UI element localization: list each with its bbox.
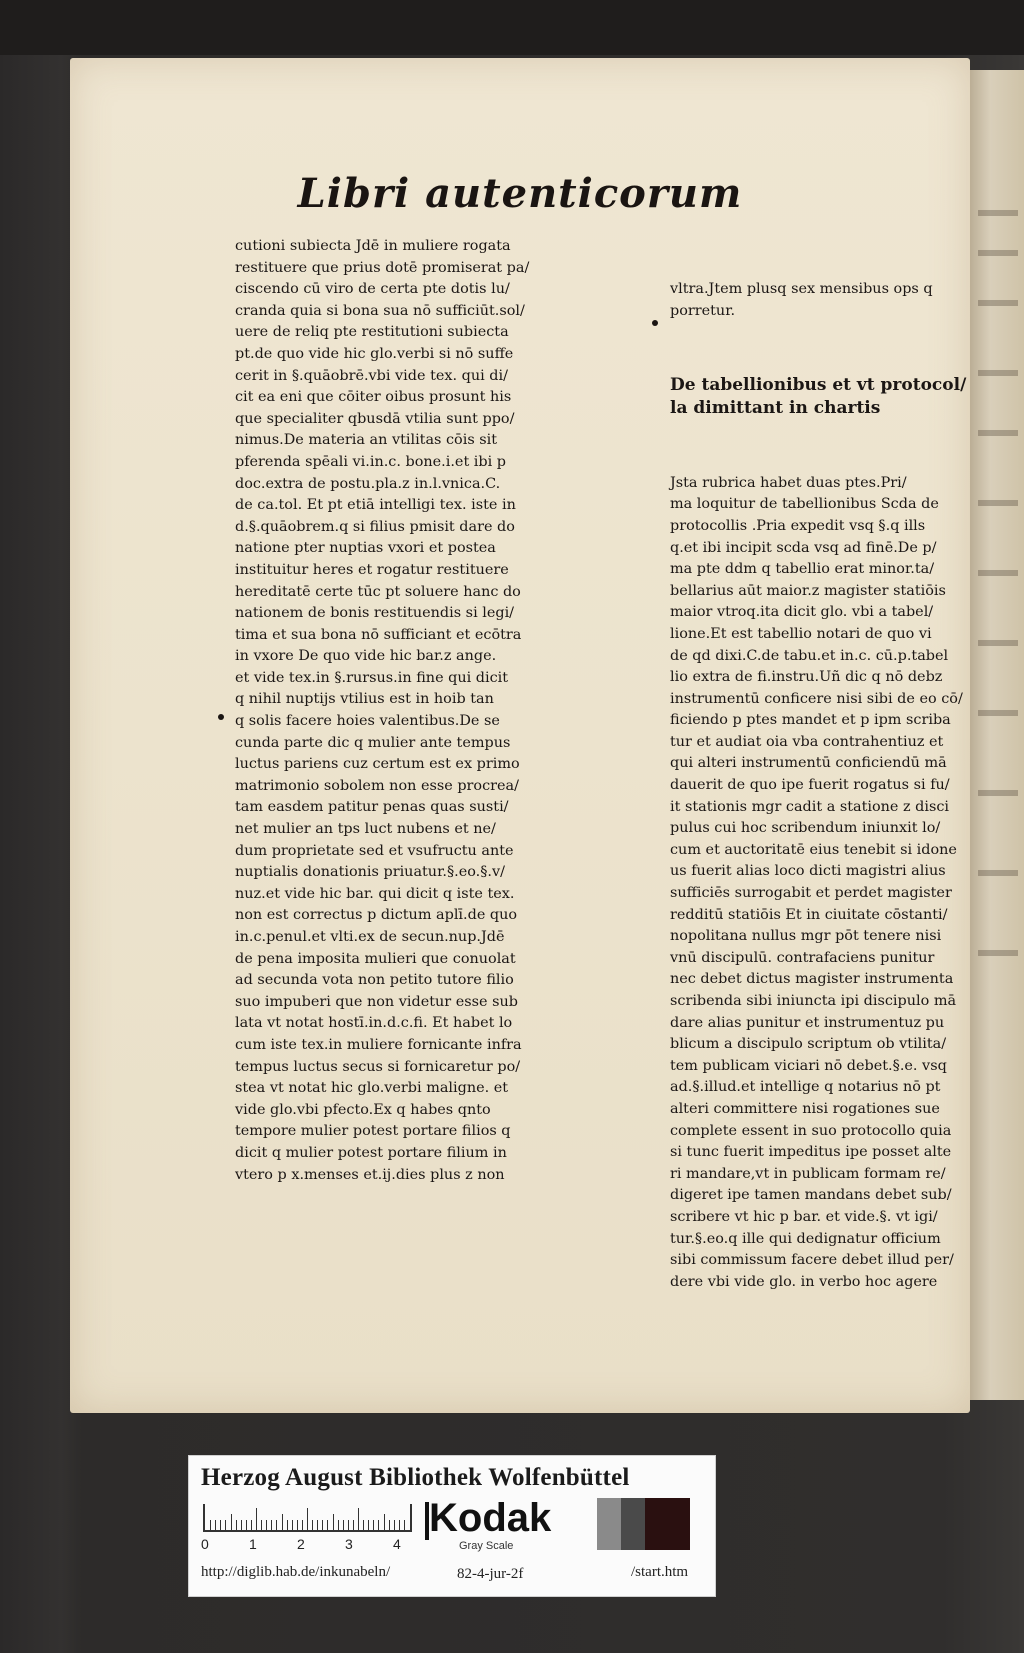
calibration-card <box>188 1455 716 1597</box>
ruler-tick <box>297 1520 298 1530</box>
text-line: nec debet dictus magister instrumenta <box>670 971 954 988</box>
ruler-tick <box>236 1520 237 1530</box>
text-line: us fuerit alias loco dicti magistri alius <box>670 863 946 880</box>
text-line: blicum a discipulo scriptum ob vtilita/ <box>670 1036 947 1053</box>
ruler-tick <box>282 1514 283 1530</box>
text-line: dicit q mulier potest portare filium in <box>235 1144 507 1161</box>
text-line: porretur. <box>670 302 736 319</box>
ruler-tick <box>225 1520 226 1530</box>
text-line: in.c.penul.et vlti.ex de secun.nup.Jdē <box>235 929 505 945</box>
text-line: tem publicam viciari nō debet.§.e. vsq <box>670 1057 947 1074</box>
text-line: suo impuberi que non videtur esse sub <box>235 993 518 1010</box>
text-line: instituitur heres et rogatur restituere <box>235 561 509 578</box>
text-line: cum iste tex.in muliere fornicante infra <box>235 1036 522 1053</box>
ruler-tick <box>261 1520 262 1530</box>
ruler-tick <box>338 1520 339 1530</box>
text-line: vtero p x.menses et.ij.dies plus z non <box>235 1166 505 1183</box>
text-line: qui alteri instrumentū conficiendū mā <box>670 755 947 772</box>
text-line: alteri committere nisi rogationes sue <box>670 1100 940 1117</box>
url-suffix: /start.htm <box>631 1564 689 1580</box>
text-line: cit ea eni que cōiter oibus prosunt his <box>235 389 512 406</box>
text-line: de ca.tol. Et pt etiā intelligi tex. iste in <box>235 497 516 514</box>
text-line: cutioni subiecta Jdē in muliere rogata <box>235 238 511 254</box>
ruler-tick <box>394 1520 395 1530</box>
ruler-tick <box>333 1514 334 1530</box>
text-line: de pena imposita mulieri que conuolat <box>235 950 516 967</box>
text-line: nuptialis donationis priuatur.§.eo.§.v/ <box>235 864 505 881</box>
text-line: et vide tex.in §.rursus.in fine qui dicit <box>235 669 509 686</box>
text-line: doc.extra de postu.pla.z in.l.vnica.C. <box>235 475 501 492</box>
text-line: stea vt notat hic glo.verbi maligne. et <box>235 1080 509 1097</box>
text-line: vltra.Jtem plusq sex mensibus ops q <box>670 281 933 298</box>
text-line: ma loquitur de tabellionibus Scda de <box>670 496 939 513</box>
text-line: restituere que prius dotē promiserat pa/ <box>235 259 530 276</box>
section-heading <box>670 374 1015 420</box>
ruler-tick <box>343 1520 344 1530</box>
text-line: tur.§.eo.q ille qui dedignatur officium <box>670 1230 941 1247</box>
ruler-label: 1 <box>249 1536 257 1552</box>
gray-scale-label: Gray Scale <box>459 1540 514 1552</box>
text-line: scribenda sibi iniuncta ipi discipulo mā <box>670 993 957 1009</box>
ruler-tick <box>215 1520 216 1530</box>
ruler-tick <box>210 1520 211 1530</box>
text-line: ma pte ddm q tabellio erat minor.ta/ <box>670 561 935 578</box>
text-line: complete essent in suo protocollo quia <box>670 1122 952 1139</box>
ruler-tick <box>312 1520 313 1530</box>
running-head: Libri autenticorum <box>297 170 743 217</box>
ruler-tick <box>246 1520 247 1530</box>
ruler-tick <box>399 1520 400 1530</box>
ruler-tick <box>404 1520 405 1530</box>
text-line: lione.Et est tabellio notari de quo vi <box>670 625 932 642</box>
text-line: bellarius aūt maior.z magister statiōis <box>670 582 946 599</box>
text-line: pt.de quo vide hic glo.verbi si nō suffe <box>235 345 514 362</box>
text-line: cunda parte dic q mulier ante tempus <box>235 734 511 751</box>
gray-swatch-light <box>597 1498 621 1550</box>
text-line: ad secunda vota non petito tutore filio <box>235 972 514 989</box>
text-line: luctus pariens cuz certum est ex primo <box>235 756 520 773</box>
text-line: De tabellionibus et vt protocol/ <box>670 374 967 395</box>
ruler-tick <box>292 1520 293 1530</box>
text-line: tima et sua bona nō sufficiant et ecōtra <box>235 626 522 643</box>
text-line: si tunc fuerit impeditus ipe posset alte <box>670 1144 952 1161</box>
library-name: Herzog August Bibliothek Wolfenbüttel <box>201 1464 630 1491</box>
margin-mark <box>652 320 658 326</box>
text-line: vide glo.vbi pfecto.Ex q habes qnto <box>235 1101 491 1118</box>
ruler-tick <box>363 1520 364 1530</box>
text-line: Jsta rubrica habet duas ptes.Pri/ <box>670 474 907 491</box>
text-line: cerit in §.quāobrē.vbi vide tex. qui di/ <box>235 367 508 384</box>
text-line: de qd dixi.C.de tabu.et in.c. cū.p.tabel <box>670 647 949 664</box>
url-prefix: http://diglib.hab.de/inkunabeln/ <box>201 1564 391 1580</box>
ruler-tick <box>231 1514 232 1530</box>
kodak-logo: Kodak <box>429 1496 552 1540</box>
ruler-tick <box>241 1520 242 1530</box>
text-line: q solis facere hoies valentibus.De se <box>235 713 500 730</box>
ruler-tick <box>368 1520 369 1530</box>
text-line: dare alias punitur et instrumentuz pu <box>670 1014 945 1031</box>
ruler-tick <box>327 1520 328 1530</box>
ruler-tick <box>307 1508 308 1530</box>
text-line: pulus cui hoc scribendum iniunxit lo/ <box>670 820 941 837</box>
ruler-tick <box>220 1520 221 1530</box>
ruler-label: 4 <box>393 1536 401 1552</box>
ruler-tick <box>384 1514 385 1530</box>
margin-mark <box>218 714 224 720</box>
text-line: maior vtroq.ita dicit glo. vbi a tabel/ <box>670 604 934 621</box>
text-line: ficiendo p ptes mandet et p ipm scriba <box>670 712 951 729</box>
shelfmark: 82-4-jur-2f <box>457 1566 524 1582</box>
text-line: nationem de bonis restituendis si legi/ <box>235 605 515 622</box>
text-line: tempus luctus secus si fornicaretur po/ <box>235 1058 521 1075</box>
text-line: ri mandare,vt in publicam formam re/ <box>670 1165 946 1182</box>
ruler <box>203 1504 412 1532</box>
color-swatch-dark <box>645 1498 690 1550</box>
ruler-tick <box>378 1520 379 1530</box>
right-column <box>670 236 1015 1337</box>
text-line: la dimittant in chartis <box>670 397 881 418</box>
ruler-label: 2 <box>297 1536 305 1552</box>
ruler-tick <box>271 1520 272 1530</box>
text-line: nimus.De materia an vtilitas cōis sit <box>235 432 498 449</box>
text-line: pferenda spēali vi.in.c. bone.i.et ibi p <box>235 453 507 470</box>
right-column-body <box>670 473 1015 1294</box>
text-line: it stationis mgr cadit a statione z disci <box>670 798 950 815</box>
text-line: nuz.et vide hic bar. qui dicit q iste tex. <box>235 885 515 902</box>
text-line: q.et ibi incipit scda vsq ad finē.De p/ <box>670 539 937 556</box>
text-line: dere vbi vide glo. in verbo hoc agere <box>670 1273 938 1290</box>
text-line: cranda quia si bona sua nō sufficiūt.sol/ <box>235 302 525 319</box>
text-line: uere de reliq pte restitutioni subiecta <box>235 324 509 341</box>
ruler-label: 0 <box>201 1536 209 1552</box>
text-line: dum proprietate sed et vsufructu ante <box>235 842 514 859</box>
text-line: net mulier an tps luct nubens et ne/ <box>235 821 496 838</box>
gray-swatch-mid <box>621 1498 645 1550</box>
ruler-tick <box>302 1520 303 1530</box>
ruler-tick <box>276 1520 277 1530</box>
text-line: hereditatē certe tūc pt soluere hanc do <box>235 583 521 600</box>
text-line: lio extra de fi.instru.Uñ dic q nō debz <box>670 669 943 686</box>
text-line: tam easdem patitur penas quas susti/ <box>235 799 509 816</box>
text-line: nopolitana nullus mgr pōt tenere nisi <box>670 928 942 945</box>
ruler-tick <box>266 1520 267 1530</box>
text-line: redditū statiōis Et in ciuitate cōstanti/ <box>670 906 948 923</box>
text-line: digeret ipe tamen mandans debet sub/ <box>670 1187 952 1204</box>
text-line: scribere vt hic p bar. et vide.§. vt igi/ <box>670 1208 938 1225</box>
book-page <box>70 58 970 1413</box>
text-line: q nihil nuptijs vtilius est in hoib tan <box>235 691 494 708</box>
ruler-label: 3 <box>345 1536 353 1552</box>
text-line: vnū discipulū. contrafaciens punitur <box>670 949 935 966</box>
text-line: d.§.quāobrem.q si filius pmisit dare do <box>235 518 515 535</box>
ruler-tick <box>389 1520 390 1530</box>
text-line: tur et audiat oia vba contrahentiuz et <box>670 733 944 750</box>
ruler-tick <box>358 1508 359 1530</box>
text-line: in vxore De quo vide hic bar.z ange. <box>235 648 497 665</box>
ruler-tick <box>317 1520 318 1530</box>
text-line: instrumentū conficere nisi sibi de eo cō/ <box>670 690 963 707</box>
text-line: matrimonio sobolem non esse procrea/ <box>235 777 519 794</box>
text-line: que specialiter qbusdā vtilia sunt ppo/ <box>235 410 515 427</box>
ruler-tick <box>287 1520 288 1530</box>
text-line: sufficiēs surrogabit et perdet magister <box>670 885 952 902</box>
ruler-tick <box>322 1520 323 1530</box>
text-line: sibi commissum facere debet illud per/ <box>670 1252 954 1269</box>
text-line: protocollis .Pria expedit vsq §.q ills <box>670 517 926 534</box>
ruler-tick <box>256 1508 257 1530</box>
text-line: ciscendo cū viro de certa pte dotis lu/ <box>235 281 510 298</box>
text-line: dauerit de quo ipe fuerit rogatus si fu/ <box>670 777 950 794</box>
text-line: tempore mulier potest portare filios q <box>235 1123 511 1140</box>
text-line: lata vt notat hostī.in.d.c.fi. Et habet lo <box>235 1015 513 1032</box>
ruler-tick <box>348 1520 349 1530</box>
ruler-tick <box>251 1520 252 1530</box>
text-line: non est correctus p dictum aplī.de quo <box>235 907 518 924</box>
text-line: ad.§.illud.et intellige q notarius nō pt <box>670 1079 941 1096</box>
ruler-tick <box>373 1520 374 1530</box>
ruler-tick <box>353 1520 354 1530</box>
left-column <box>235 236 640 1186</box>
text-line: natione pter nuptias vxori et postea <box>235 540 496 557</box>
text-line: cum et auctoritatē eius tenebit si idone <box>670 841 957 858</box>
scanner-bed-top <box>0 0 1024 55</box>
right-column-top <box>670 279 1015 322</box>
